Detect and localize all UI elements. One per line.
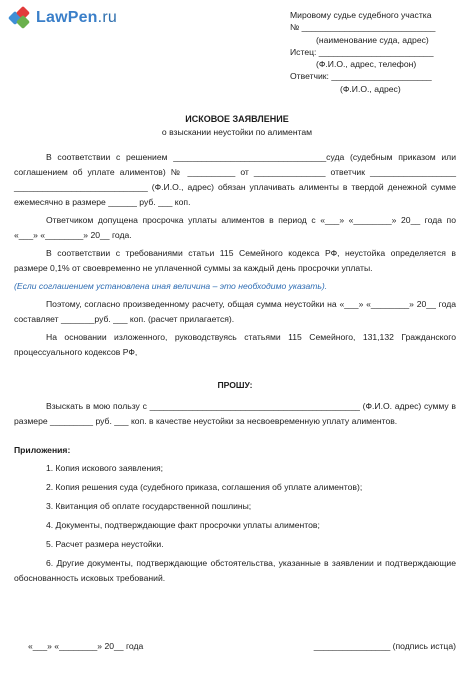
paragraph: В соответствии с требованиями статьи 115 Семейного кодекса РФ, неустойка определяется в размере 0,1% от своевременно не уплаченной суммы за каждый день просрочки уплаты. xyxy=(14,248,456,273)
paragraph: На основании изложенного, руководствуясь статьями 115 Семейного, 131,132 Гражданского процессуального кодексов РФ, xyxy=(14,332,456,357)
attachments-title: Приложения: xyxy=(14,445,71,455)
header-line: Ответчик: _____________________ xyxy=(290,71,432,82)
header-line: (Ф.И.О., адрес) xyxy=(340,83,401,94)
request-text: Взыскать в мою пользу с ____________________________________________ (Ф.И.О. адрес) сумму в размере _________ руб. ___ коп. в качестве неустойки за несвоевременную уплату алиментов. xyxy=(14,401,456,426)
paragraph: Поэтому, согласно произведенному расчету, общая сумма неустойки на «___» «________» 20__ года составляет _______руб. ___ коп. (расчет прилагается). xyxy=(14,299,456,324)
note: (Если соглашением установлена иная величина – это необходимо указать). xyxy=(14,281,328,291)
header-line: Мировому судье судебного участка xyxy=(290,10,432,20)
attachment-item: 5. Расчет размера неустойки. xyxy=(46,539,164,549)
document-title: ИСКОВОЕ ЗАЯВЛЕНИЕ xyxy=(185,114,289,124)
header-line: Истец: ________________________ xyxy=(290,46,434,57)
paragraph: В соответствии с решением ________________________________суда (судебным приказом или соглашением об уплате алиментов) № __________ от _______________ ответчик __________________ ____________________________ (Ф.И.О., адрес) обязан уплачивать алименты в твердой денежной сумме ежемесячно в размере ______ руб. ___ коп. xyxy=(14,152,456,207)
header-line: (наименование суда, адрес) xyxy=(316,34,429,45)
paragraph: Ответчиком допущена просрочка уплаты алиментов в период с «___» «________» 20__ года по «___» «________» 20__ года. xyxy=(14,215,456,240)
attachment-item: 1. Копия искового заявления; xyxy=(46,463,164,473)
logo-icon xyxy=(10,8,30,28)
document-footer xyxy=(14,641,456,651)
request-title: ПРОШУ: xyxy=(217,380,253,390)
document-header xyxy=(290,9,465,95)
document-subtitle: о взыскании неустойки по алиментам xyxy=(161,127,313,137)
attachment-item: 6. Другие документы, подтверждающие обстоятельства, указанные в заявлении и подтверждающие обоснованность исковых требований. xyxy=(14,558,456,583)
document-body xyxy=(14,150,456,589)
attachment-item: 3. Квитанция об оплате государственной пошлины; xyxy=(46,501,252,511)
header-line: № ____________________________ xyxy=(290,22,436,33)
date-field: «___» «________» 20__ года xyxy=(28,641,144,651)
attachment-item: 4. Документы, подтверждающие факт просрочки уплаты алиментов; xyxy=(46,520,320,530)
logo-text: LawPen.ru xyxy=(36,9,117,26)
logo xyxy=(10,8,117,28)
header-line: (Ф.И.О., адрес, телефон) xyxy=(316,59,417,70)
signature-field: ________________ (подпись истца) xyxy=(313,641,456,651)
attachment-item: 2. Копия решения суда (судебного приказа, соглашения об уплате алиментов); xyxy=(46,482,363,492)
